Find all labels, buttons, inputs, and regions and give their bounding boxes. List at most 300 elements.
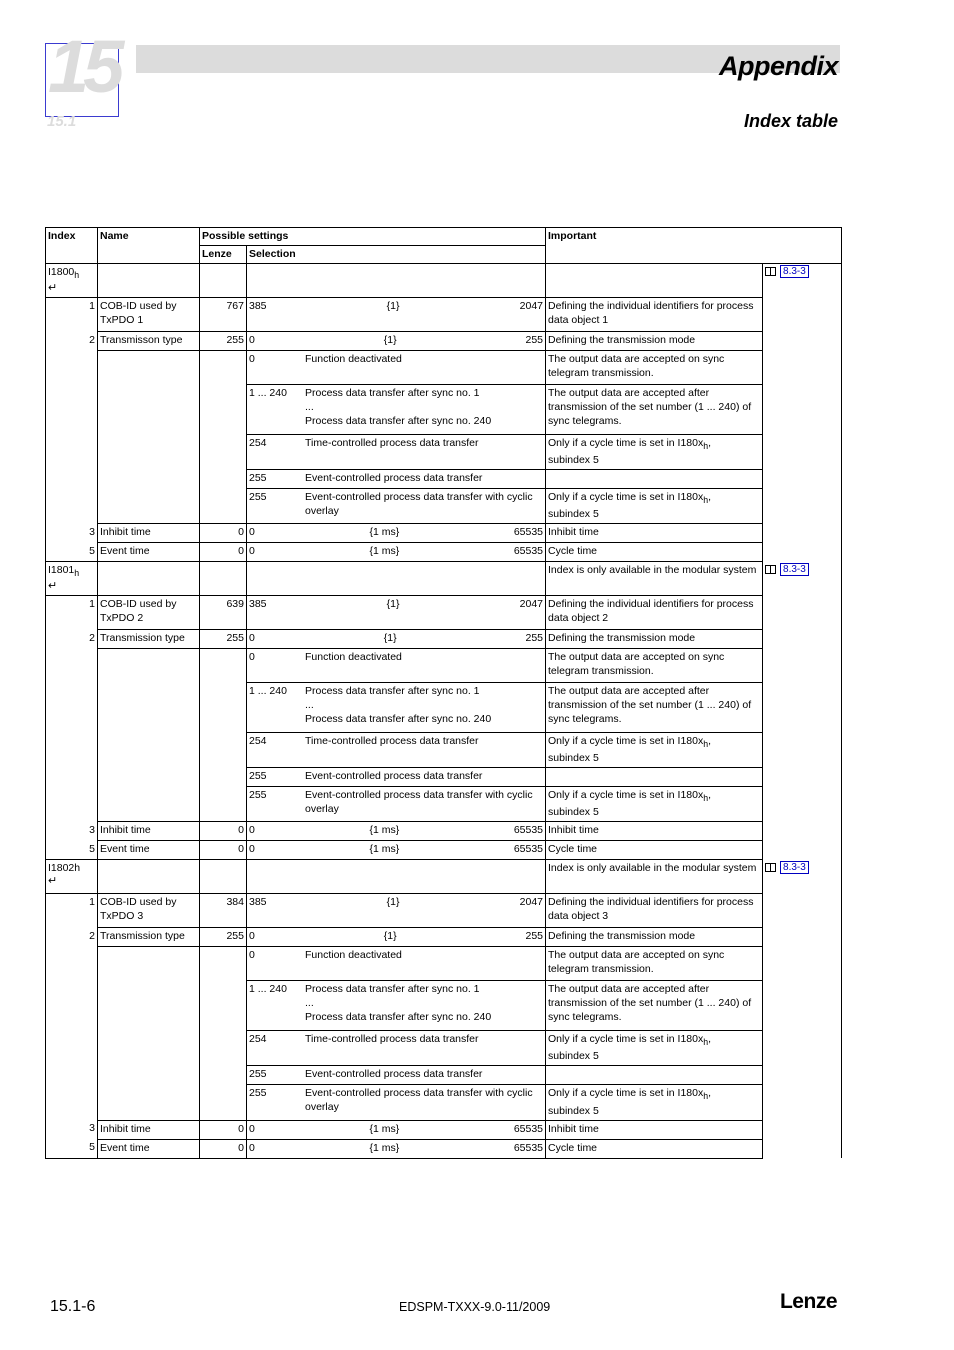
subindex-number: 3: [89, 525, 95, 538]
option-text: [305, 982, 543, 1024]
important-text: subindex 5: [548, 752, 599, 765]
table-row: [46, 928, 842, 947]
selection-step: {1}: [386, 300, 400, 312]
subindex-number: 5: [89, 842, 95, 855]
lenze-cell: [200, 562, 247, 596]
important-subscript: h: [703, 793, 709, 804]
important-text: Cycle time: [548, 545, 598, 558]
table-row: [46, 947, 842, 981]
important-text: ,: [708, 735, 712, 748]
important-text: Defining the transmission mode: [548, 930, 696, 943]
important-cell: [546, 524, 763, 543]
header-name: Name: [98, 228, 200, 264]
table-row: [46, 630, 842, 649]
option-key: 1 ... 240: [249, 983, 287, 996]
selection-cell: [247, 385, 546, 435]
section-number: 15.1: [47, 113, 77, 130]
important-text: Defining the individual identifiers for process data object 2: [548, 598, 754, 625]
important-text: Defining the individual identifiers for process data object 3: [548, 896, 754, 923]
important-cell: [546, 768, 763, 787]
lenze-cell: [200, 822, 247, 841]
index-cell: [46, 264, 98, 298]
lenze-default: 0: [238, 545, 244, 558]
table-row: [46, 841, 842, 860]
parameter-name: Transmission type: [100, 930, 185, 943]
important-text: Only if a cycle time is set in I180x: [548, 1033, 704, 1046]
enter-icon: ↵: [48, 282, 58, 295]
selection-max: 65535: [513, 824, 544, 837]
option-text: [305, 386, 543, 428]
parameter-name: Inhibit time: [100, 526, 151, 539]
selection-cell: [247, 596, 546, 630]
important-text: The output data are accepted on sync telegram transmission.: [548, 651, 725, 678]
subindex-cell: [46, 649, 98, 822]
name-cell: [98, 1120, 200, 1139]
lenze-default: 0: [238, 843, 244, 856]
important-cell: [546, 489, 763, 524]
important-cell: [546, 947, 763, 981]
option-key: 255: [249, 1087, 267, 1100]
subindex-number: 5: [89, 1141, 95, 1154]
selection-min: 385: [249, 300, 267, 312]
option-line: Process data transfer after sync no. 240: [305, 1011, 492, 1024]
selection-max: 2047: [519, 300, 543, 312]
important-text: ,: [708, 1087, 712, 1100]
subindex-cell: [46, 822, 98, 841]
lenze-default: 384: [226, 896, 244, 909]
chapter-number: 15: [48, 25, 119, 108]
important-cell: [546, 894, 763, 928]
important-cell: [546, 470, 763, 489]
selection-cell: [247, 470, 546, 489]
option-key: 255: [249, 491, 267, 504]
selection-max: 2047: [519, 896, 543, 909]
option-key: 1 ... 240: [249, 387, 287, 399]
important-text: Defining the individual identifiers for process data object 1: [548, 300, 754, 326]
reference-cell: [763, 562, 842, 860]
book-icon: [765, 267, 776, 276]
important-cell: [546, 385, 763, 435]
lenze-cell: [200, 524, 247, 543]
selection-min: 0: [249, 334, 255, 346]
selection-max: 65535: [513, 1122, 544, 1135]
important-text: Defining the transmission mode: [548, 334, 696, 346]
important-cell: [546, 733, 763, 768]
important-text: Inhibit time: [548, 1122, 599, 1135]
selection-cell: [247, 332, 546, 351]
name-cell: [98, 822, 200, 841]
subindex-cell: [46, 1120, 98, 1139]
selection-cell: [247, 435, 546, 470]
name-cell: [98, 841, 200, 860]
option-text: Function deactivated: [305, 651, 402, 664]
option-text: Function deactivated: [305, 949, 402, 962]
selection-cell: [247, 768, 546, 787]
selection-min: 385: [249, 896, 267, 909]
subindex-number: 1: [89, 300, 95, 312]
selection-cell: [247, 1031, 546, 1066]
lenze-cell: [200, 543, 247, 562]
selection-cell: [247, 524, 546, 543]
table-row: [46, 860, 842, 894]
selection-cell: [247, 489, 546, 524]
important-cell: [546, 1031, 763, 1066]
important-text: Index is only available in the modular system: [548, 862, 757, 875]
reference-cell: [763, 264, 842, 562]
parameter-name: Event time: [100, 545, 150, 558]
selection-step: {1 ms}: [369, 824, 400, 837]
reference-link[interactable]: 8.3-3: [780, 563, 809, 576]
important-subscript: h: [703, 495, 709, 506]
index-value: I1801: [48, 564, 75, 577]
option-key: 254: [249, 1033, 267, 1046]
important-text: subindex 5: [548, 1104, 599, 1117]
selection-max: 65535: [513, 1141, 544, 1154]
name-cell: [98, 928, 200, 947]
subindex-cell: [46, 894, 98, 928]
important-cell: [546, 787, 763, 822]
name-cell: [98, 894, 200, 928]
subindex-cell: [46, 928, 98, 947]
document-id: EDSPM-TXXX-9.0-11/2009: [399, 1300, 551, 1314]
lenze-cell: [200, 596, 247, 630]
selection-min: 0: [249, 526, 255, 539]
selection-cell: [247, 1066, 546, 1085]
table-row: [46, 264, 842, 298]
subindex-number: 2: [89, 333, 95, 346]
table-row: [46, 649, 842, 683]
table-row: [46, 822, 842, 841]
index-subscript: h: [74, 270, 80, 281]
index-subscript: h: [74, 568, 80, 579]
option-text: Event-controlled process data transfer: [305, 1068, 483, 1081]
important-cell: [546, 298, 763, 332]
subindex-cell: [46, 351, 98, 524]
important-text: ,: [708, 491, 712, 504]
selection-min: 0: [249, 1122, 255, 1135]
subindex-cell: [46, 596, 98, 630]
option-text: Event-controlled process data transfer: [305, 770, 483, 783]
important-text: The output data are accepted after transmission of the set number (1 ... 240) of sync telegrams.: [548, 983, 752, 1024]
subindex-cell: [46, 524, 98, 543]
selection-max: 65535: [513, 545, 544, 558]
header-possible-settings: Possible settings: [200, 228, 546, 246]
option-key: 255: [249, 789, 267, 802]
important-cell: [546, 683, 763, 733]
reference-link[interactable]: 8.3-3: [780, 861, 809, 874]
option-key: 0: [249, 949, 255, 962]
important-subscript: h: [703, 441, 709, 452]
table-row: [46, 332, 842, 351]
option-line: ...: [305, 699, 314, 712]
selection-max: 65535: [513, 843, 544, 856]
table-row: [46, 351, 842, 385]
enter-icon: ↵: [48, 580, 58, 593]
table-row: [46, 298, 842, 332]
option-text: [305, 684, 543, 726]
selection-step: {1}: [386, 896, 400, 909]
table-row: [46, 596, 842, 630]
option-line: Process data transfer after sync no. 240: [305, 713, 492, 726]
index-value: I1802h: [48, 862, 81, 875]
option-key: 255: [249, 472, 267, 485]
selection-cell: [247, 351, 546, 385]
header-selection: Selection: [247, 246, 546, 264]
important-text: The output data are accepted after transmission of the set number (1 ... 240) of sync telegrams.: [548, 387, 752, 427]
subindex-cell: [46, 630, 98, 649]
important-text: Only if a cycle time is set in I180x: [548, 789, 704, 802]
lenze-cell: [200, 298, 247, 332]
selection-step: {1 ms}: [369, 843, 400, 856]
selection-cell: [247, 298, 546, 332]
important-cell: [546, 596, 763, 630]
lenze-cell: [200, 947, 247, 1120]
selection-cell: [247, 1085, 546, 1120]
table-row: [46, 562, 842, 596]
selection-max: 255: [525, 930, 544, 943]
important-text: Inhibit time: [548, 526, 599, 539]
important-subscript: h: [703, 739, 709, 750]
option-text: Function deactivated: [305, 353, 402, 365]
lenze-cell: [200, 894, 247, 928]
selection-min: 0: [249, 843, 255, 856]
option-key: 254: [249, 735, 267, 748]
selection-step: {1 ms}: [369, 1122, 400, 1135]
subindex-number: 1: [89, 896, 95, 909]
option-key: 0: [249, 651, 255, 664]
option-key: 255: [249, 770, 267, 783]
selection-cell: [247, 841, 546, 860]
lenze-default: 255: [226, 930, 244, 943]
option-line: Process data transfer after sync no. 1: [305, 387, 480, 399]
selection-cell: [247, 981, 546, 1031]
option-line: Process data transfer after sync no. 1: [305, 685, 480, 698]
lenze-cell: [200, 264, 247, 298]
lenze-cell: [200, 841, 247, 860]
important-text: Index is only available in the modular system: [548, 564, 757, 577]
important-text: The output data are accepted after transmission of the set number (1 ... 240) of sync telegrams.: [548, 685, 752, 726]
selection-max: 255: [525, 334, 544, 346]
important-text: Defining the transmission mode: [548, 632, 696, 645]
important-text: ,: [708, 789, 712, 802]
selection-max: 65535: [513, 526, 544, 539]
index-table: [45, 227, 842, 1159]
table-row: [46, 524, 842, 543]
selection-cell: [247, 860, 546, 894]
important-cell: [546, 1066, 763, 1085]
page-number: 15.1-6: [50, 1298, 96, 1315]
important-text: subindex 5: [548, 454, 599, 467]
name-cell: [98, 1139, 200, 1158]
important-cell: [546, 1085, 763, 1120]
important-text: subindex 5: [548, 806, 599, 819]
important-cell: [546, 332, 763, 351]
subindex-number: 5: [89, 544, 95, 557]
selection-step: {1}: [383, 334, 397, 346]
important-subscript: h: [703, 1037, 709, 1048]
important-cell: [546, 351, 763, 385]
header-index: Index: [46, 228, 98, 264]
subindex-number: 2: [89, 631, 95, 644]
lenze-default: 639: [226, 598, 244, 611]
lenze-cell: [200, 649, 247, 822]
lenze-default: 0: [238, 526, 244, 539]
header-important: Important: [546, 228, 842, 264]
table-row: [46, 1120, 842, 1139]
name-cell: [98, 630, 200, 649]
name-cell: [98, 298, 200, 332]
table-row: [46, 894, 842, 928]
important-cell: [546, 630, 763, 649]
important-text: ,: [708, 1033, 712, 1046]
subindex-cell: [46, 947, 98, 1120]
reference-link[interactable]: 8.3-3: [780, 265, 809, 278]
selection-cell: [247, 562, 546, 596]
name-cell: [98, 332, 200, 351]
subindex-cell: [46, 1139, 98, 1158]
important-cell: [546, 860, 763, 894]
important-text: Only if a cycle time is set in I180x: [548, 437, 704, 449]
subindex-number: 3: [89, 823, 95, 836]
important-text: subindex 5: [548, 1050, 599, 1063]
table-header-row: [46, 228, 842, 246]
important-text: Only if a cycle time is set in I180x: [548, 735, 704, 748]
subindex-cell: [46, 841, 98, 860]
page-subtitle: Index table: [743, 111, 838, 131]
subindex-number: 1: [89, 598, 95, 611]
lenze-default: 767: [226, 300, 244, 312]
name-cell: [98, 351, 200, 524]
enter-icon: ↵: [48, 875, 58, 888]
important-cell: [546, 543, 763, 562]
option-line: Process data transfer after sync no. 1: [305, 983, 480, 996]
selection-max: 2047: [519, 598, 543, 611]
important-text: ,: [708, 437, 712, 449]
selection-min: 0: [249, 824, 255, 837]
parameter-name: Inhibit time: [100, 1122, 151, 1135]
name-cell: [98, 524, 200, 543]
name-cell: [98, 947, 200, 1120]
subindex-cell: [46, 543, 98, 562]
selection-cell: [247, 264, 546, 298]
important-text: Cycle time: [548, 1141, 598, 1154]
option-text: Event-controlled process data transfer: [305, 472, 483, 485]
name-cell: [98, 543, 200, 562]
important-cell: [546, 264, 763, 298]
selection-cell: [247, 787, 546, 822]
important-text: Only if a cycle time is set in I180x: [548, 1087, 704, 1100]
parameter-name: COB-ID used by TxPDO 2: [100, 598, 177, 625]
index-cell: [46, 860, 98, 894]
parameter-name: COB-ID used by TxPDO 1: [100, 300, 177, 326]
subindex-number: 3: [89, 1122, 95, 1135]
selection-min: 0: [249, 632, 255, 645]
lenze-cell: [200, 332, 247, 351]
selection-min: 0: [249, 545, 255, 558]
name-cell: [98, 596, 200, 630]
lenze-cell: [200, 860, 247, 894]
important-cell: [546, 649, 763, 683]
parameter-name: Inhibit time: [100, 824, 151, 837]
important-subscript: h: [703, 1091, 709, 1102]
subindex-cell: [46, 332, 98, 351]
option-line: Process data transfer after sync no. 240: [305, 415, 492, 427]
important-text: The output data are accepted on sync telegram transmission.: [548, 353, 725, 379]
important-cell: [546, 562, 763, 596]
important-text: Inhibit time: [548, 824, 599, 837]
name-cell: [98, 562, 200, 596]
important-text: Cycle time: [548, 843, 598, 856]
selection-step: {1}: [383, 632, 397, 645]
option-text: Time-controlled process data transfer: [305, 1033, 479, 1046]
important-text: Only if a cycle time is set in I180x: [548, 491, 704, 504]
selection-cell: [247, 543, 546, 562]
selection-min: 0: [249, 930, 255, 943]
lenze-cell: [200, 351, 247, 524]
selection-cell: [247, 630, 546, 649]
important-cell: [546, 841, 763, 860]
selection-cell: [247, 1120, 546, 1139]
selection-cell: [247, 649, 546, 683]
selection-cell: [247, 928, 546, 947]
important-cell: [546, 435, 763, 470]
header-lenze: Lenze: [200, 246, 247, 264]
selection-step: {1}: [386, 598, 400, 611]
selection-step: {1 ms}: [369, 1141, 400, 1154]
important-cell: [546, 1139, 763, 1158]
selection-cell: [247, 683, 546, 733]
selection-cell: [247, 947, 546, 981]
selection-step: {1 ms}: [369, 545, 400, 558]
selection-cell: [247, 894, 546, 928]
important-text: The output data are accepted on sync telegram transmission.: [548, 949, 725, 976]
option-key: 254: [249, 437, 267, 449]
selection-step: {1}: [383, 930, 397, 943]
parameter-name: Transmission type: [100, 632, 185, 645]
book-icon: [765, 565, 776, 574]
table-row: [46, 1139, 842, 1158]
selection-cell: [247, 822, 546, 841]
option-text: Event-controlled process data transfer with cyclic overlay: [305, 789, 533, 816]
important-cell: [546, 822, 763, 841]
option-text: Event-controlled process data transfer with cyclic overlay: [305, 1087, 533, 1114]
option-key: 255: [249, 1068, 267, 1081]
lenze-cell: [200, 928, 247, 947]
lenze-logo: Lenze: [779, 1290, 837, 1313]
subindex-number: 2: [89, 929, 95, 942]
option-key: 0: [249, 353, 255, 365]
selection-min: 0: [249, 1141, 255, 1154]
book-icon: [765, 863, 776, 872]
lenze-default: 0: [238, 824, 244, 837]
option-text: Time-controlled process data transfer: [305, 437, 479, 449]
parameter-name: COB-ID used by TxPDO 3: [100, 896, 177, 923]
lenze-default: 0: [238, 1122, 244, 1135]
page-title: Appendix: [718, 51, 838, 81]
option-key: 1 ... 240: [249, 685, 287, 698]
option-text: Event-controlled process data transfer with cyclic overlay: [305, 491, 533, 518]
option-line: ...: [305, 401, 314, 413]
lenze-cell: [200, 630, 247, 649]
important-cell: [546, 1120, 763, 1139]
selection-max: 255: [525, 632, 544, 645]
lenze-default: 255: [226, 334, 244, 346]
selection-cell: [247, 1139, 546, 1158]
option-line: ...: [305, 997, 314, 1010]
selection-cell: [247, 733, 546, 768]
name-cell: [98, 649, 200, 822]
name-cell: [98, 264, 200, 298]
